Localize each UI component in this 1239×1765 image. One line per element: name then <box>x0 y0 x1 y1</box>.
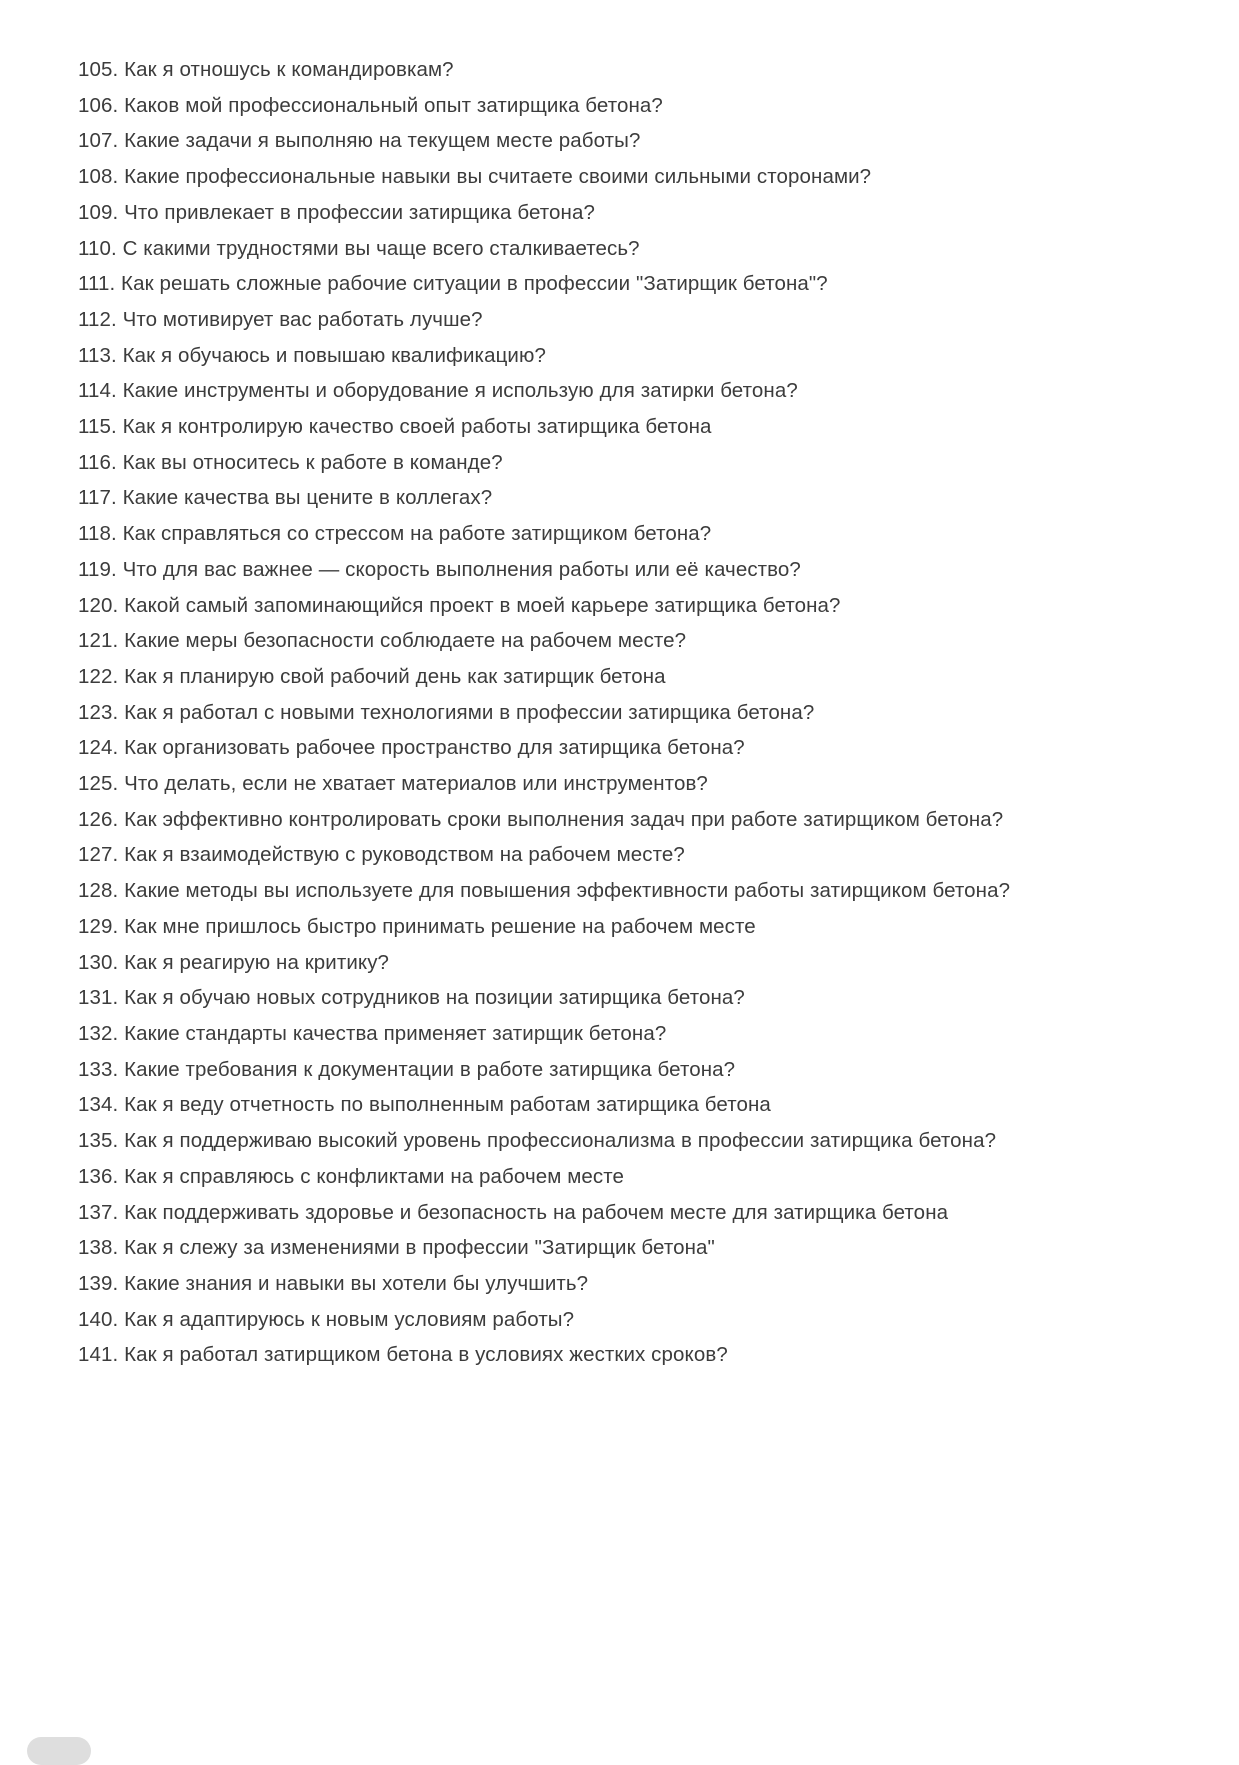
question-item: 139. Какие знания и навыки вы хотели бы улучшить? <box>78 1271 589 1295</box>
question-item: 111. Как решать сложные рабочие ситуации в профессии "Затирщик бетона"? <box>78 272 828 296</box>
question-item: 124. Как организовать рабочее пространство для затирщика бетона? <box>78 736 745 760</box>
question-item: 140. Как я адаптируюсь к новым условиям работы? <box>78 1307 575 1331</box>
question-item: 114. Какие инструменты и оборудование я использую для затирки бетона? <box>78 379 798 403</box>
question-item: 117. Какие качества вы цените в коллегах? <box>78 486 493 510</box>
question-item: 122. Как я планирую свой рабочий день как затирщик бетона <box>78 664 666 688</box>
question-item: 119. Что для вас важнее — скорость выполнения работы или её качество? <box>78 557 801 581</box>
question-item: 105. Как я отношусь к командировкам? <box>78 58 454 81</box>
question-item: 132. Какие стандарты качества применяет затирщик бетона? <box>78 1021 667 1045</box>
question-item: 121. Какие меры безопасности соблюдаете на рабочем месте? <box>78 629 687 653</box>
question-item: 110. С какими трудностями вы чаще всего сталкиваетесь? <box>78 236 640 260</box>
question-item: 120. Какой самый запоминающийся проект в моей карьере затирщика бетона? <box>78 593 841 617</box>
question-list <box>78 52 1038 1373</box>
question-item: 126. Как эффективно контролировать сроки выполнения задач при работе затирщиком бетона? <box>78 807 1004 831</box>
question-item: 128. Какие методы вы используете для повышения эффективности работы затирщиком бетона? <box>78 879 1011 903</box>
question-item: 123. Как я работал с новыми технологиями в профессии затирщика бетона? <box>78 700 815 724</box>
question-item: 125. Что делать, если не хватает материалов или инструментов? <box>78 772 708 796</box>
question-item: 112. Что мотивирует вас работать лучше? <box>78 307 483 331</box>
question-item: 138. Как я слежу за изменениями в профессии "Затирщик бетона" <box>78 1236 715 1260</box>
question-item: 131. Как я обучаю новых сотрудников на позиции затирщика бетона? <box>78 986 745 1010</box>
question-item: 106. Каков мой профессиональный опыт затирщика бетона? <box>78 93 663 117</box>
question-item: 116. Как вы относитесь к работе в команде? <box>78 450 503 474</box>
question-item: 115. Как я контролирую качество своей работы затирщика бетона <box>78 415 712 439</box>
question-item: 109. Что привлекает в профессии затирщика бетона? <box>78 200 595 224</box>
question-item: 137. Как поддерживать здоровье и безопасность на рабочем месте для затирщика бетона <box>78 1200 949 1224</box>
question-item: 133. Какие требования к документации в работе затирщика бетона? <box>78 1057 736 1081</box>
question-item: 107. Какие задачи я выполняю на текущем месте работы? <box>78 129 641 153</box>
question-item: 130. Как я реагирую на критику? <box>78 950 390 974</box>
question-item: 108. Какие профессиональные навыки вы считаете своими сильными сторонами? <box>78 165 872 189</box>
question-item: 141. Как я работал затирщиком бетона в условиях жестких сроков? <box>78 1343 728 1367</box>
question-item: 129. Как мне пришлось быстро принимать решение на рабочем месте <box>78 914 756 938</box>
question-item: 136. Как я справляюсь с конфликтами на рабочем месте <box>78 1164 625 1188</box>
scroll-indicator <box>27 1737 91 1765</box>
question-item: 113. Как я обучаюсь и повышаю квалификацию? <box>78 343 546 367</box>
question-item: 118. Как справляться со стрессом на работе затирщиком бетона? <box>78 522 712 546</box>
question-item: 134. Как я веду отчетность по выполненным работам затирщика бетона <box>78 1093 771 1117</box>
question-item: 135. Как я поддерживаю высокий уровень профессионализма в профессии затирщика бетона? <box>78 1129 997 1153</box>
question-item: 127. Как я взаимодействую с руководством на рабочем месте? <box>78 843 685 867</box>
